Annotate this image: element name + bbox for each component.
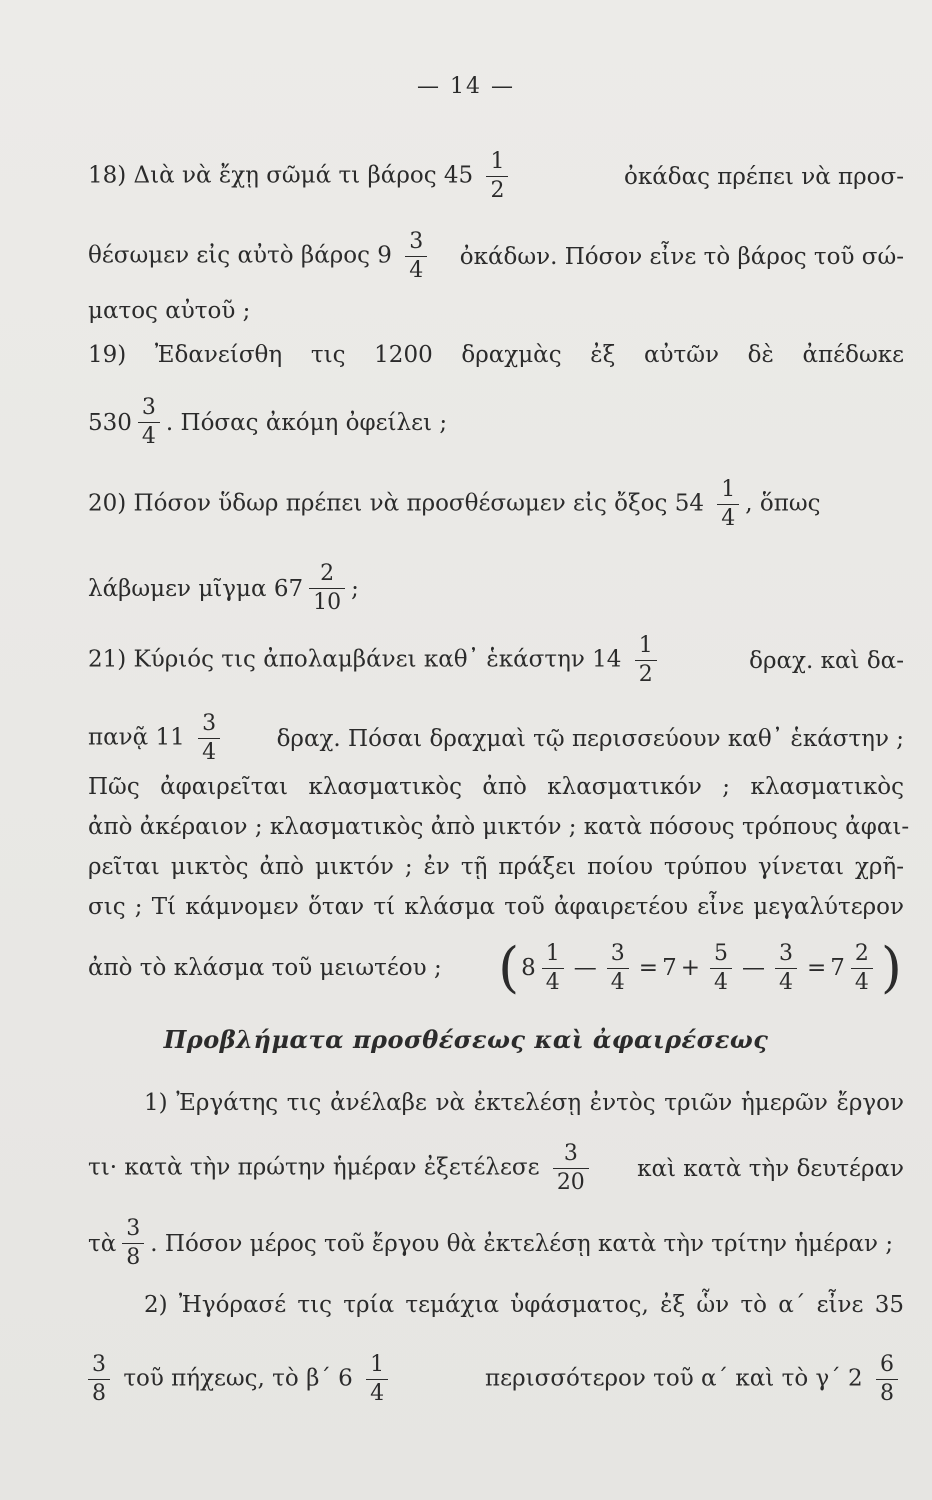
problem-19-line-2 — [88, 397, 904, 448]
fraction: $\frac{1}{4}$ — [717, 479, 739, 530]
questions-line-5 — [88, 936, 904, 999]
text: λάβωμεν μῖγμα 67 — [88, 575, 304, 602]
fraction: $\frac{3}{4}$ — [138, 397, 160, 448]
page-number: — 14 — — [417, 74, 515, 99]
problem-21-line-1 — [88, 635, 904, 686]
text: 19) Ἐδανείσθη τις 1200 δραχμὰς ἐξ αὐτῶν δὲ ἀπέδωκε — [88, 342, 904, 368]
text: τοῦ πήχεως, τὸ β΄ 6 — [123, 1365, 353, 1392]
text: ; — [351, 575, 359, 602]
text: ὀκάδων. Πόσον εἶνε τὸ βάρος τοῦ σώ- — [459, 243, 904, 270]
problem-2-line-2 — [88, 1354, 904, 1405]
questions-line-3: ρεῖται μικτὸς ἀπὸ μικτόν ; ἐν τῇ πράξει ποίου τρύπου γίνεται χρῆ- — [88, 854, 904, 880]
fraction: $\frac{1}{2}$ — [635, 635, 657, 686]
text: θέσωμεν εἰς αὐτὸ βάρος 9 — [88, 242, 392, 269]
problem-20-line-1: 20) Πόσον ὕδωρ πρέπει νὰ προσθέσωμεν εἰς ὄξος 54 $\frac{1}{4}$ , ὅπως — [88, 477, 821, 531]
formula: ( 8 $\frac{1}{4}$ — $\frac{3}{4}$ = 7 + $\frac{5}{4}$ — $\frac{3}{4}$ = 7 $\frac{2}{4}$ ) — [498, 936, 902, 999]
fraction: $\frac{3}{20}$ — [553, 1143, 589, 1194]
problem-18-line-2 — [88, 231, 904, 282]
fraction: $\frac{1}{4}$ — [366, 1354, 388, 1405]
text: πανᾷ 11 — [88, 724, 185, 751]
section-title: Προβλήματα προσθέσεως καὶ ἀφαιρέσεως — [163, 1025, 769, 1054]
problem-2-line-1: 2) Ἠγόρασέ τις τρία τεμάχια ὑφάσματος, ἐξ ὧν τὸ α΄ εἶνε 35 — [144, 1292, 904, 1318]
fraction: $\frac{3}{8}$ — [122, 1218, 144, 1269]
problem-21-line-2 — [88, 713, 904, 764]
fraction: $\frac{1}{2}$ — [486, 151, 508, 202]
text: . Πόσον μέρος τοῦ ἔργου θὰ ἐκτελέσῃ κατὰ τὴν τρίτην ἡμέραν ; — [150, 1230, 894, 1257]
text: 21) Κύριός τις ἀπολαμβάνει καθ᾽ ἑκάστην 14 — [88, 646, 622, 673]
text: ματος αὐτοῦ ; — [88, 298, 251, 324]
fraction: $\frac{3}{8}$ — [88, 1354, 110, 1405]
problem-1-line-1: 1) Ἐργάτης τις ἀνέλαβε νὰ ἐκτελέσῃ ἐντὸς τριῶν ἡμερῶν ἔργον — [144, 1090, 904, 1116]
fraction: $\frac{3}{4}$ — [405, 231, 427, 282]
problem-18-line-1 — [88, 151, 904, 202]
text: ἀπὸ τὸ κλάσμα τοῦ μειωτέου ; — [88, 955, 442, 981]
text: περισσότερον τοῦ α΄ καὶ τὸ γ΄ 2 — [485, 1365, 863, 1392]
text: καὶ κατὰ τὴν δευτέραν — [637, 1155, 904, 1182]
text: 18) Διὰ νὰ ἔχῃ σῶμά τι βάρος 45 — [88, 162, 474, 189]
text: τι· κατὰ τὴν πρώτην ἡμέραν ἐξετέλεσε — [88, 1154, 540, 1181]
text: . Πόσας ἀκόμη ὀφείλει ; — [165, 409, 448, 436]
text: δραχ. Πόσαι δραχμαὶ τῷ περισσεύουν καθ᾽ ἑκάστην ; — [276, 725, 904, 752]
problem-20-line-2 — [88, 563, 904, 614]
text: 530 — [88, 409, 132, 436]
questions-line-1: Πῶς ἀφαιρεῖται κλασματικὸς ἀπὸ κλασματικόν ; κλασματικὸς — [88, 774, 904, 800]
problem-1-line-2 — [88, 1143, 904, 1194]
questions-line-4: σις ; Τί κάμνομεν ὅταν τί κλάσμα τοῦ ἀφαιρετέου εἶνε μεγαλύτερον — [88, 894, 904, 920]
text: τὰ — [88, 1230, 117, 1257]
questions-line-2: ἀπὸ ἀκέραιον ; κλασματικὸς ἀπὸ μικτόν ; κατὰ πόσους τρόπους ἀφαι- — [88, 814, 910, 840]
problem-1-line-3 — [88, 1218, 904, 1269]
problem-19-line-1 — [88, 340, 904, 370]
text: 20) Πόσον ὕδωρ πρέπει νὰ προσθέσωμεν εἰς ὄξος 54 — [88, 490, 704, 517]
problem-18-line-3 — [88, 296, 904, 326]
text: δραχ. καὶ δα- — [749, 647, 904, 674]
text: ὀκάδας πρέπει νὰ προσ- — [623, 163, 904, 190]
fraction: $\frac{6}{8}$ — [876, 1354, 898, 1405]
fraction: $\frac{2}{10}$ — [309, 563, 345, 614]
fraction: $\frac{3}{4}$ — [198, 713, 220, 764]
